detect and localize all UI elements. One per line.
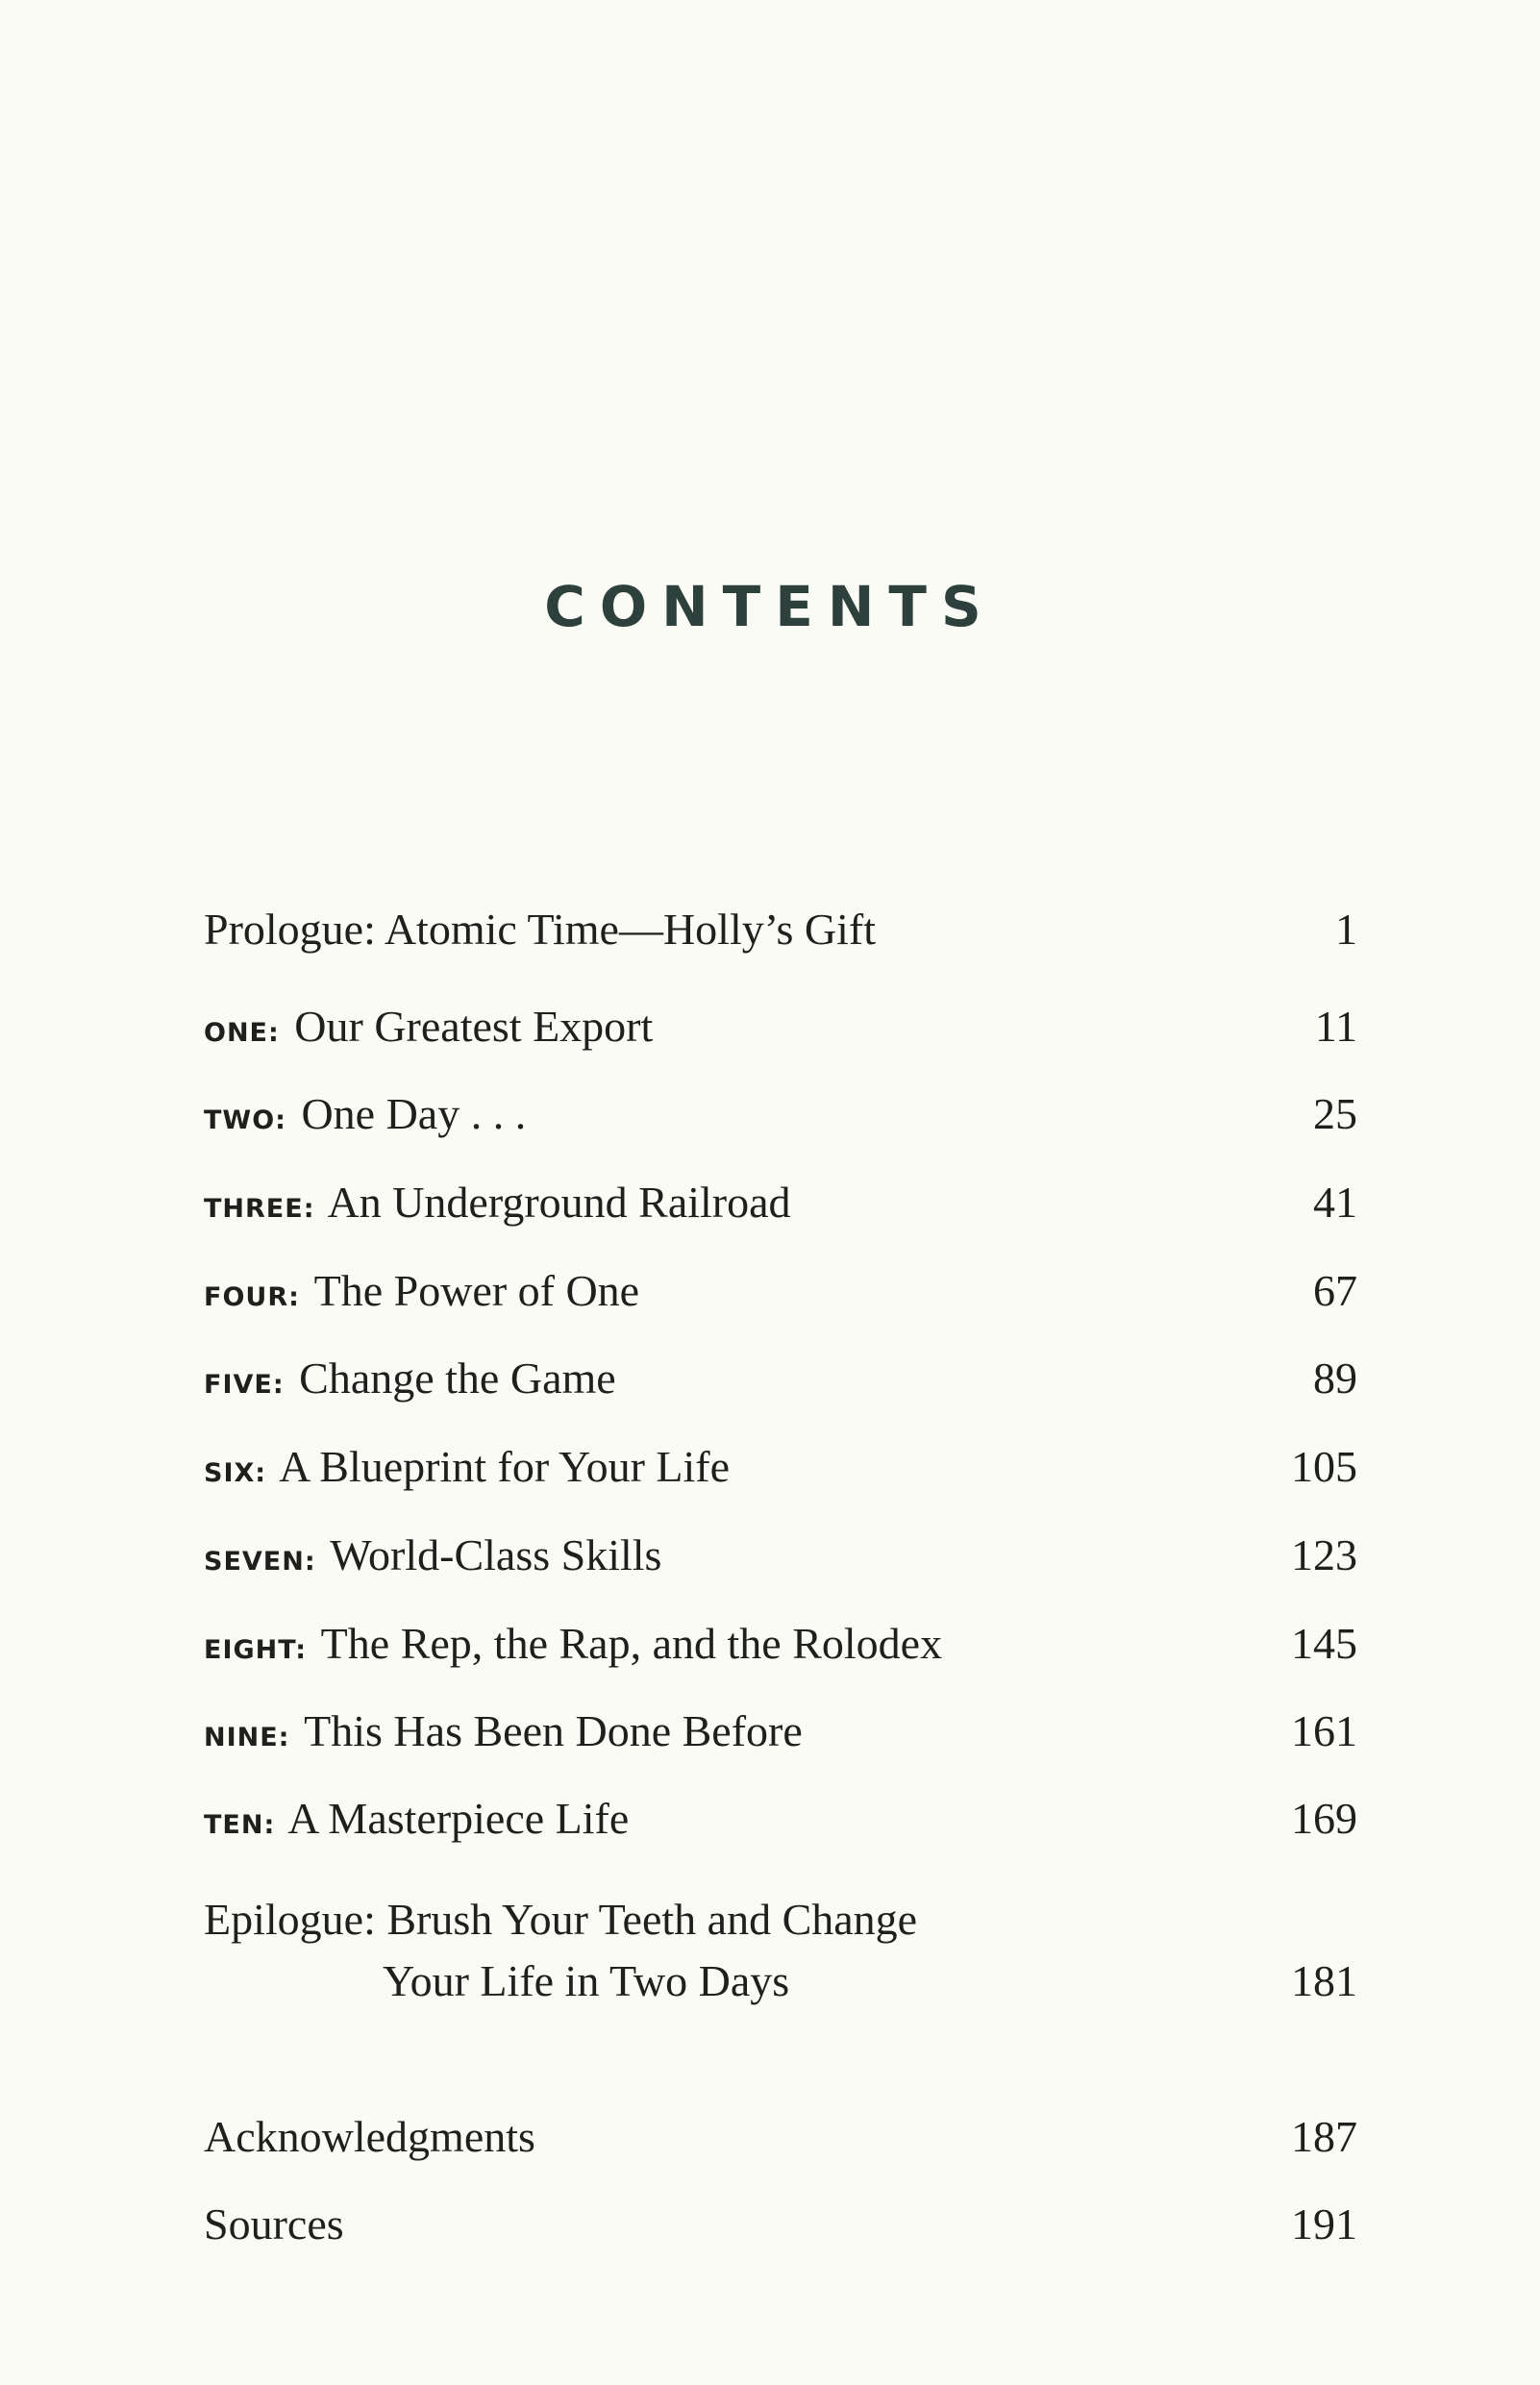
toc-entry-page: 41 — [1313, 1178, 1357, 1228]
toc-entry-chapter-one — [204, 984, 1357, 1052]
chapter-number: ONE: — [204, 1018, 280, 1049]
toc-entry-page: 89 — [1313, 1354, 1357, 1404]
toc-entry-title: World-Class Skills — [330, 1530, 662, 1580]
toc-entry-chapter-three — [204, 1160, 1357, 1228]
toc-entry-chapter-two — [204, 1072, 1357, 1139]
toc-entry-page: 191 — [1291, 2199, 1357, 2249]
toc-entry-label — [204, 1354, 616, 1404]
toc-entry-title: Sources — [204, 2199, 344, 2249]
toc-entry-title: An Underground Railroad — [327, 1178, 791, 1228]
toc-entry-page: 67 — [1313, 1266, 1357, 1316]
toc-entry-page: 187 — [1291, 2112, 1357, 2162]
toc-entry-page: 1 — [1335, 905, 1357, 955]
toc-entry-page: 11 — [1314, 1002, 1357, 1052]
toc-entry-page: 169 — [1291, 1794, 1357, 1844]
epilogue-line-2: Your Life in Two Days — [383, 1956, 790, 2006]
toc-entry-chapter-eight — [204, 1602, 1357, 1669]
toc-entry-label — [204, 1531, 661, 1580]
toc-entry-title: Change the Game — [299, 1354, 616, 1404]
toc-entry-title: Our Greatest Export — [294, 1002, 654, 1052]
toc-entry-prologue — [204, 887, 1357, 955]
toc-entry-label — [204, 1707, 803, 1756]
toc-entry-label — [204, 1795, 629, 1844]
toc-entry-page: 145 — [1291, 1619, 1357, 1669]
toc-entry-acknowledgments — [204, 2095, 1357, 2162]
chapter-number: THREE: — [204, 1194, 315, 1225]
toc-entry-title: Prologue: Atomic Time—Holly’s Gift — [204, 905, 877, 955]
toc-entry-label — [204, 1620, 942, 1669]
contents-heading: CONTENTS — [544, 574, 996, 639]
epilogue-line-1: Epilogue: Brush Your Teeth and Change — [204, 1894, 918, 1944]
toc-entry-epilogue — [204, 1872, 1357, 2006]
toc-entry-label — [204, 1003, 653, 1052]
chapter-number: FIVE: — [204, 1370, 285, 1401]
chapter-number: TWO: — [204, 1106, 286, 1136]
chapter-number: FOUR: — [204, 1282, 300, 1313]
toc-entry-chapter-four — [204, 1249, 1357, 1316]
toc-entry-sources — [204, 2182, 1357, 2249]
toc-entry-title — [204, 1896, 1127, 2006]
toc-entry-label — [204, 1443, 730, 1492]
chapter-number: EIGHT: — [204, 1635, 307, 1666]
toc-entry-title: Acknowledgments — [204, 2112, 535, 2162]
toc-entry-chapter-ten — [204, 1776, 1357, 1844]
toc-entry-page: 25 — [1313, 1089, 1357, 1139]
toc-entry-label — [204, 1179, 791, 1228]
toc-entry-page: 161 — [1291, 1706, 1357, 1756]
chapter-number: SEVEN: — [204, 1547, 316, 1578]
toc-entry-title: The Power of One — [313, 1266, 640, 1316]
chapter-number: TEN: — [204, 1810, 276, 1841]
toc-entry-label — [204, 1090, 526, 1139]
toc-entry-title: This Has Been Done Before — [304, 1706, 803, 1756]
toc-entry-chapter-six — [204, 1425, 1357, 1492]
toc-entry-chapter-five — [204, 1336, 1357, 1404]
toc-entry-title: One Day . . . — [301, 1089, 527, 1139]
toc-entry-chapter-seven — [204, 1513, 1357, 1580]
chapter-number: SIX: — [204, 1458, 267, 1489]
toc-entry-page: 105 — [1291, 1442, 1357, 1492]
toc-entry-chapter-nine — [204, 1689, 1357, 1756]
chapter-number: NINE: — [204, 1723, 290, 1753]
toc-entry-label — [204, 1267, 639, 1316]
toc-entry-page: 181 — [1291, 1956, 1357, 2006]
toc-entry-title: The Rep, the Rap, and the Rolodex — [320, 1619, 943, 1669]
toc-entry-title: A Blueprint for Your Life — [279, 1442, 730, 1492]
toc-entry-page: 123 — [1291, 1530, 1357, 1580]
toc-entry-title: A Masterpiece Life — [287, 1794, 630, 1844]
